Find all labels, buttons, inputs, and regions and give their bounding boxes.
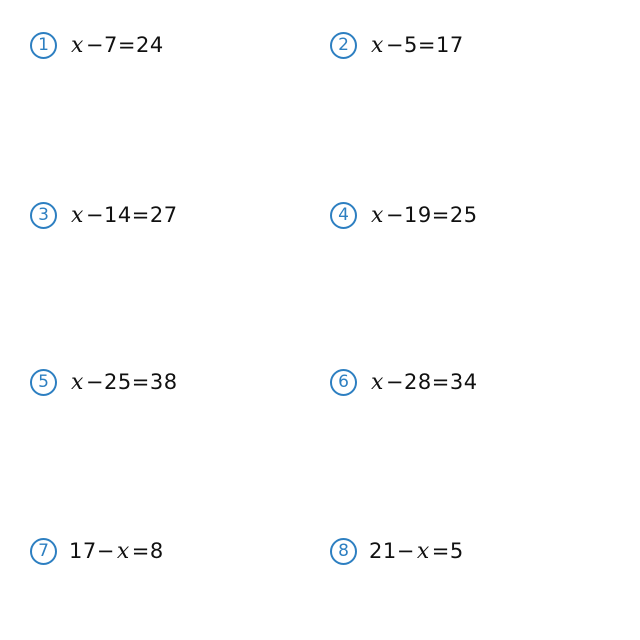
problem-number-badge: 2	[330, 32, 357, 59]
equation-variable: x	[116, 538, 130, 564]
cropped-header-strip	[0, 0, 640, 9]
equation-right-text: −28=34	[385, 370, 478, 394]
equation-variable: x	[71, 202, 84, 228]
equation-right-text: −7=24	[85, 33, 164, 57]
equation	[69, 33, 164, 58]
problem-2	[330, 29, 464, 61]
equation	[369, 33, 464, 58]
equation-right-text: −25=38	[85, 370, 178, 394]
equation-left-text: 17−	[69, 539, 115, 563]
equation	[369, 539, 464, 564]
equation-variable: x	[416, 538, 430, 564]
equation-right-text: =5	[431, 539, 464, 563]
equation-variable: x	[71, 369, 84, 395]
problem-4	[330, 199, 478, 231]
equation-left-text: 21−	[369, 539, 415, 563]
equation-variable: x	[371, 369, 384, 395]
problem-number-badge: 6	[330, 369, 357, 396]
problem-number-badge: 4	[330, 202, 357, 229]
equation	[69, 539, 164, 564]
equation	[69, 370, 178, 395]
problem-5	[30, 366, 178, 398]
equation-right-text: =8	[131, 539, 164, 563]
equation-right-text: −14=27	[85, 203, 178, 227]
equation-variable: x	[71, 32, 84, 58]
problem-6	[330, 366, 478, 398]
equation	[369, 370, 478, 395]
problem-7	[30, 535, 164, 567]
problem-number-badge: 5	[30, 369, 57, 396]
equation-right-text: −19=25	[385, 203, 478, 227]
problem-number-badge: 7	[30, 538, 57, 565]
equation-right-text: −5=17	[385, 33, 464, 57]
equation	[369, 203, 478, 228]
problem-number-badge: 3	[30, 202, 57, 229]
equation-variable: x	[371, 32, 384, 58]
equation-variable: x	[371, 202, 384, 228]
problem-1	[30, 29, 164, 61]
problem-number-badge: 8	[330, 538, 357, 565]
problem-3	[30, 199, 178, 231]
problem-number-badge: 1	[30, 32, 57, 59]
problem-8	[330, 535, 464, 567]
equation	[69, 203, 178, 228]
